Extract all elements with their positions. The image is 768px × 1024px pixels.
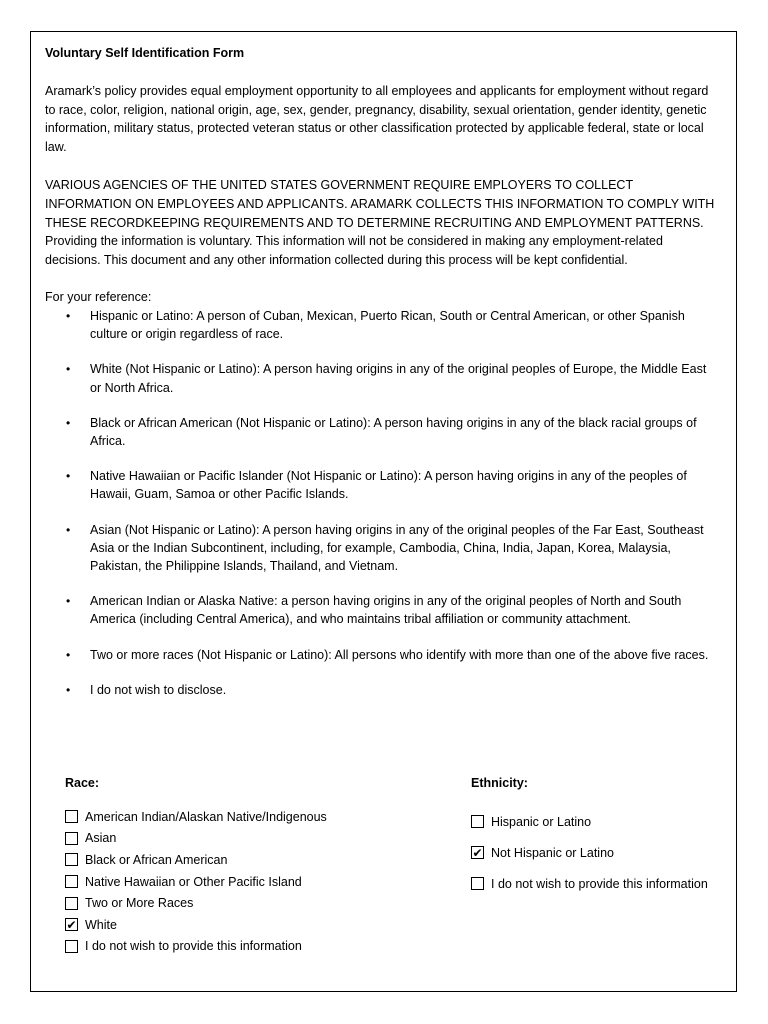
race-section <box>65 774 327 957</box>
race-option-two-or-more[interactable]: Two or More Races <box>65 892 327 914</box>
checkbox[interactable] <box>65 832 78 845</box>
bullet-icon: • <box>66 647 71 662</box>
bullet-icon: • <box>66 469 71 484</box>
ethnicity-section <box>471 774 708 899</box>
definition-item: • Black or African American (Not Hispanic or Latino): A person having origins in any of the black racial groups of Africa. <box>66 415 697 448</box>
ethnicity-option-not-hispanic[interactable]: ✔ Not Hispanic or Latino <box>472 845 614 860</box>
checkbox[interactable] <box>65 853 78 866</box>
bullet-icon: • <box>66 308 71 323</box>
bullet-icon: • <box>66 594 71 609</box>
race-option-white[interactable]: ✔ White <box>66 917 117 932</box>
ethnicity-heading: Ethnicity: <box>471 776 528 790</box>
checkbox[interactable] <box>65 810 78 823</box>
race-heading: Race: <box>65 776 100 790</box>
form-content <box>45 44 720 716</box>
policy-paragraph: Aramark’s policy provides equal employment opportunity to all employees and applicants for employment without regard to race, color, religion, national origin, age, sex, gender, pregnancy, disability, sexual orientation, gender identity, genetic information, military status, protected veteran status or other classification protected by applicable federal, state or local law. <box>45 84 709 154</box>
definitions-list <box>45 307 720 699</box>
definition-item: • Hispanic or Latino: A person of Cuban, Mexican, Puerto Rican, South or Central American, or other Spanish culture or origin regardless of race. <box>66 308 685 342</box>
definition-item: • Asian (Not Hispanic or Latino): A person having origins in any of the original peoples of the Far East, Southeast Asia or the Indian Subcontinent, including, for example, Cambodia, China, India, Japan, Korea, Malaysia, Pakistan, the Philippine Islands, Thailand, and Vietnam. <box>66 522 704 573</box>
checkbox-checked[interactable]: ✔ <box>472 845 483 860</box>
definition-item: • I do not wish to disclose. <box>45 681 720 699</box>
bullet-icon: • <box>66 362 71 377</box>
race-option-decline[interactable]: I do not wish to provide this information <box>65 936 327 958</box>
ethnicity-option-decline[interactable]: I do not wish to provide this information <box>471 868 708 899</box>
reference-intro: For your reference: <box>45 290 152 305</box>
race-option-asian[interactable]: Asian <box>65 828 327 850</box>
bullet-icon: • <box>66 415 71 430</box>
checkbox[interactable] <box>65 897 78 910</box>
race-option-native-hawaiian[interactable]: Native Hawaiian or Other Pacific Island <box>65 871 327 893</box>
bullet-icon: • <box>66 682 71 697</box>
race-option-american-indian[interactable]: American Indian/Alaskan Native/Indigenous <box>65 806 327 828</box>
checkbox[interactable] <box>65 875 78 888</box>
agencies-paragraph: VARIOUS AGENCIES OF THE UNITED STATES GOVERNMENT REQUIRE EMPLOYERS TO COLLECT INFORMATION ON EMPLOYEES AND APPLICANTS. ARAMARK COLLECTS THIS INFORMATION TO COMPLY WITH THESE RECORDKEEPING REQUIREMENTS AND TO DETERMINE RECRUITING AND EMPLOYMENT PATTERNS. Providing the information is voluntary. This information will not be considered in making any employment-related decisions. This document and any other information collected during this process will be kept confidential. <box>45 178 715 267</box>
definition-item: • Native Hawaiian or Pacific Islander (Not Hispanic or Latino): A person having origins in any of the peoples of Hawaii, Guam, Samoa or other Pacific Islands. <box>66 469 687 502</box>
definition-item: • White (Not Hispanic or Latino): A person having origins in any of the original peoples of Europe, the Middle East or North Africa. <box>66 362 707 395</box>
checkbox[interactable] <box>65 940 78 953</box>
checkbox-checked[interactable]: ✔ <box>66 917 77 932</box>
checkbox[interactable] <box>471 815 484 828</box>
definition-item: • Two or more races (Not Hispanic or Latino): All persons who identify with more than one of the above five races. <box>45 646 720 664</box>
race-option-black[interactable]: Black or African American <box>65 849 327 871</box>
definition-item: • American Indian or Alaska Native: a person having origins in any of the original peoples of North and South America (including Central America), and who maintains tribal affiliation or community attachment. <box>66 594 682 627</box>
form-title: Voluntary Self Identification Form <box>45 46 245 60</box>
bullet-icon: • <box>66 522 71 537</box>
checkbox[interactable] <box>471 877 484 890</box>
ethnicity-option-hispanic[interactable]: Hispanic or Latino <box>471 806 708 837</box>
